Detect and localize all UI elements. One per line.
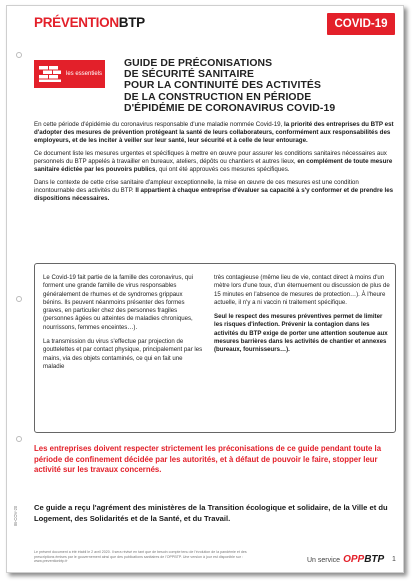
title-line: DE LA CONSTRUCTION EN PÉRIODE bbox=[124, 91, 312, 103]
covid-badge: COVID-19 bbox=[327, 13, 395, 35]
page-number: 1 bbox=[392, 556, 396, 563]
info-box-left-column bbox=[43, 274, 203, 377]
essentiels-banner bbox=[34, 60, 105, 88]
punch-hole bbox=[16, 436, 22, 442]
brand-logo-part2: BTP bbox=[118, 15, 145, 30]
info-box-right-column bbox=[214, 274, 390, 361]
info-paragraph: La transmission du virus s'effectue par projection de gouttelettes et par contact physique, principalement par les mains, via des objets contaminés, ce qui en fait une maladie bbox=[43, 338, 203, 370]
punch-hole bbox=[16, 52, 22, 58]
info-paragraph: Le Covid-19 fait partie de la famille des coronavirus, qui forment une grande famille de virus responsables généralement de rhumes et de syndromes grippaux bénins. Ils peuvent néanmoins présenter des formes graves, en particulier chez des personnes fragiles (personnes âgées ou atteintes de maladies chroniques, nourrissons, femmes enceintes…). bbox=[43, 274, 194, 331]
brand-logo bbox=[34, 15, 145, 30]
service-label: Un service bbox=[307, 557, 341, 564]
page-title bbox=[124, 58, 399, 114]
covid-info-box bbox=[34, 263, 396, 433]
title-line: POUR LA CONTINUITÉ DES ACTIVITÉS bbox=[124, 80, 321, 92]
intro-paragraph: Dans le contexte de cette crise sanitaire d'ampleur exceptionnelle, la mise en œuvre de ces mesures est une condition incontournable des activités du BTP. Il appartient à chaque entreprise d'évaluer sa capacité à s'y conformer et de prendre les dispositions nécessaires. bbox=[34, 178, 394, 202]
document-page bbox=[6, 5, 404, 573]
punch-hole bbox=[16, 296, 22, 302]
essentiels-label: les essentiels bbox=[66, 71, 103, 77]
footer-note: Le présent document a été établi le 2 avril 2020. Il sera révisé en tant que de besoin compte tenu de l'évolution de la pandémie et des prescriptions émises par le gouvernement ainsi que des publications sanitaires de l'OPPBTP. Une version à jour est disponible sur : www.preventionbtp.fr bbox=[34, 550, 247, 564]
brand-logo-part1: PRÉVENTION bbox=[34, 15, 119, 30]
title-line: DE SÉCURITÉ SANITAIRE bbox=[124, 69, 255, 81]
brick-wall-icon bbox=[38, 65, 62, 83]
agrement-statement: Ce guide a reçu l'agrément des ministères de la Transition écologique et solidaire, de la Ville et du Logement, des Solidarités et de la Santé, et du Travail. bbox=[34, 503, 388, 523]
intro-paragraph: En cette période d'épidémie du coronavirus responsable d'une maladie nommée Covid-19, la priorité des entreprises du BTP est d'adopter des mesures de prévention protégeant la santé de leurs collaborateurs, conformément aux responsabilités des employeurs, et de les inciter à veiller sur leur santé, leur sécurité et à celle de leur entourage. bbox=[34, 121, 394, 145]
intro-section bbox=[34, 121, 396, 207]
warning-notice: Les entreprises doivent respecter strictement les préconisations de ce guide pendant toute la période de confinement décidée par les autorités, et à défaut de pouvoir le faire, stopper leur activité sur les travaux concernés. bbox=[34, 444, 382, 475]
document-code: IB-COV-20 bbox=[13, 505, 18, 526]
title-line: GUIDE DE PRÉCONISATIONS bbox=[124, 58, 273, 69]
oppbtp-logo: OPPBTP bbox=[343, 554, 385, 565]
info-paragraph-strong: Seul le respect des mesures préventives permet de limiter les risques d'infection. Prévenir la contagion dans les activités du BTP exige de porter une attention soutenue aux mesures barrières dans les activités de chantier et annexes (bureaux, fournisseurs…). bbox=[214, 313, 388, 354]
title-line: D'ÉPIDÉMIE DE CORONAVIRUS COVID-19 bbox=[124, 102, 336, 114]
info-paragraph: très contagieuse (même lieu de vie, contact direct à moins d'un mètre lors d'une toux, d'un éternuement ou discussion de plus de 15 minutes en l'absence de mesures de protection…). À l'heure actuelle, il n'y a ni vaccin ni traitement spécifique. bbox=[214, 274, 390, 306]
footer-brand bbox=[307, 554, 384, 565]
intro-paragraph: Ce document liste les mesures urgentes et spécifiques à mettre en œuvre pour assurer les conditions sanitaires nécessaires aux personnels du BTP appelés à travailler en bureaux, ateliers, dépôts ou chantiers et autres lieux, en complément de toute mesure sanitaire édictée par les pouvoirs publics, qui ont été approuvés ces mesures spécifiques. bbox=[34, 149, 393, 173]
